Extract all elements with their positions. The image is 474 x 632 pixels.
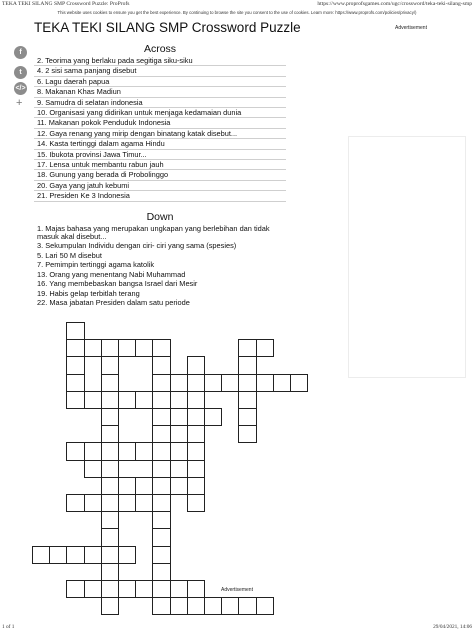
crossword-cell[interactable]: [101, 442, 119, 460]
crossword-cell[interactable]: [66, 356, 84, 374]
print-header-title: TEKA TEKI SILANG SMP Crossword Puzzle: ProProfs: [2, 1, 130, 7]
crossword-cell[interactable]: [170, 408, 188, 426]
crossword-cell[interactable]: [256, 339, 274, 357]
across-clue-list: [34, 56, 286, 202]
crossword-cell[interactable]: [118, 442, 136, 460]
crossword-cell[interactable]: [152, 580, 170, 598]
ad-label-bottom: Advertisement: [221, 587, 253, 593]
crossword-cell[interactable]: [256, 597, 274, 615]
crossword-cell[interactable]: [84, 546, 102, 564]
crossword-cell[interactable]: [101, 477, 119, 495]
embed-share-icon[interactable]: </>: [14, 82, 27, 95]
print-header-url: https://www.proprofsgames.com/ugc/crossword/teka-teki-silang-smp: [317, 1, 472, 7]
crossword-cell[interactable]: [118, 546, 136, 564]
twitter-share-icon[interactable]: t: [14, 66, 27, 79]
across-clue[interactable]: 8. Makanan Khas Madiun: [34, 87, 286, 97]
crossword-cell[interactable]: [238, 339, 256, 357]
crossword-cell[interactable]: [152, 391, 170, 409]
crossword-cell[interactable]: [101, 494, 119, 512]
crossword-cell[interactable]: [152, 494, 170, 512]
crossword-cell[interactable]: [152, 356, 170, 374]
down-clue[interactable]: 16. Yang membebaskan bangsa Israel dari Mesir: [37, 279, 198, 289]
crossword-cell[interactable]: [170, 580, 188, 598]
crossword-cell[interactable]: [118, 391, 136, 409]
across-clue[interactable]: 17. Lensa untuk membantu rabun jauh: [34, 160, 286, 170]
down-heading: Down: [146, 211, 174, 223]
crossword-cell[interactable]: [118, 339, 136, 357]
crossword-cell[interactable]: [101, 356, 119, 374]
crossword-cell[interactable]: [66, 580, 84, 598]
crossword-cell[interactable]: [187, 374, 205, 392]
crossword-cell[interactable]: [152, 597, 170, 615]
down-clue[interactable]: 5. Lari 50 M disebut: [37, 250, 102, 260]
crossword-cell[interactable]: [101, 563, 119, 581]
crossword-cell[interactable]: [152, 477, 170, 495]
crossword-cell[interactable]: [187, 442, 205, 460]
across-clue[interactable]: 2. Teorima yang berlaku pada segitiga siku-siku: [34, 56, 286, 66]
crossword-cell[interactable]: [135, 477, 153, 495]
crossword-cell[interactable]: [84, 460, 102, 478]
print-date: 29/04/2021, 14:06: [433, 624, 472, 630]
crossword-cell[interactable]: [238, 356, 256, 374]
crossword-cell[interactable]: [101, 597, 119, 615]
crossword-cell[interactable]: [238, 374, 256, 392]
ad-label-top: Advertisement: [395, 25, 427, 31]
crossword-cell[interactable]: [238, 391, 256, 409]
crossword-cell[interactable]: [187, 391, 205, 409]
crossword-cell[interactable]: [101, 528, 119, 546]
crossword-cell[interactable]: [135, 391, 153, 409]
crossword-cell[interactable]: [101, 511, 119, 529]
crossword-cell[interactable]: [170, 374, 188, 392]
crossword-cell[interactable]: [49, 546, 67, 564]
crossword-cell[interactable]: [187, 460, 205, 478]
crossword-cell[interactable]: [84, 339, 102, 357]
crossword-cell[interactable]: [101, 408, 119, 426]
facebook-share-icon[interactable]: f: [14, 46, 27, 59]
page-count: 1 of 1: [2, 624, 15, 630]
cookie-notice: This website uses cookies to ensure you get the best experience. By continuing to browse the site you consent to the use of cookies. Learn more: https://www.proprofs.com/policies/privacy/): [57, 10, 417, 15]
crossword-cell[interactable]: [221, 597, 239, 615]
down-clue-list: [34, 224, 286, 307]
down-clue[interactable]: 19. Habis gelap terbitlah terang: [37, 288, 140, 298]
down-clue[interactable]: 1. Majas bahasa yang merupakan ungkapan yang berlebihan dan tidak masuk akal disebut...: [37, 224, 270, 241]
crossword-cell[interactable]: [187, 408, 205, 426]
crossword-cell[interactable]: [238, 408, 256, 426]
across-clue[interactable]: 21. Presiden Ke 3 Indonesia: [34, 191, 286, 201]
crossword-cell[interactable]: [66, 546, 84, 564]
crossword-cell[interactable]: [66, 442, 84, 460]
crossword-cell[interactable]: [118, 580, 136, 598]
crossword-cell[interactable]: [170, 442, 188, 460]
crossword-cell[interactable]: [101, 339, 119, 357]
crossword-cell[interactable]: [135, 580, 153, 598]
down-clue[interactable]: 13. Orang yang menentang Nabi Muhammad: [37, 269, 186, 279]
crossword-cell[interactable]: [101, 546, 119, 564]
print-footer: [0, 624, 474, 632]
crossword-cell[interactable]: [101, 425, 119, 443]
page-title: TEKA TEKI SILANG SMP Crossword Puzzle: [34, 20, 301, 35]
crossword-cell[interactable]: [66, 339, 84, 357]
across-clue[interactable]: 15. Ibukota provinsi Jawa Timur...: [34, 150, 286, 160]
crossword-cell[interactable]: [170, 477, 188, 495]
crossword-cell[interactable]: [204, 408, 222, 426]
crossword-cell[interactable]: [101, 580, 119, 598]
crossword-cell[interactable]: [187, 580, 205, 598]
crossword-cell[interactable]: [101, 391, 119, 409]
ad-slot-right[interactable]: [348, 136, 466, 378]
crossword-cell[interactable]: [66, 494, 84, 512]
crossword-cell[interactable]: [187, 494, 205, 512]
crossword-cell[interactable]: [152, 425, 170, 443]
crossword-cell[interactable]: [152, 339, 170, 357]
crossword-cell[interactable]: [238, 597, 256, 615]
crossword-cell[interactable]: [152, 442, 170, 460]
crossword-cell[interactable]: [84, 580, 102, 598]
crossword-cell[interactable]: [187, 597, 205, 615]
crossword-cell[interactable]: [135, 494, 153, 512]
crossword-cell[interactable]: [152, 546, 170, 564]
crossword-cell[interactable]: [221, 374, 239, 392]
across-clue[interactable]: 4. 2 sisi sama panjang disebut: [34, 66, 286, 76]
down-clue[interactable]: 22. Masa jabatan Presiden dalam satu periode: [37, 298, 190, 308]
more-share-icon[interactable]: +: [16, 97, 23, 109]
crossword-cell[interactable]: [256, 374, 274, 392]
down-clue[interactable]: 3. Sekumpulan Individu dengan ciri- ciri yang sama (spesies): [37, 241, 237, 251]
crossword-cell[interactable]: [66, 391, 84, 409]
crossword-cell[interactable]: [152, 460, 170, 478]
crossword-cell[interactable]: [170, 597, 188, 615]
crossword-cell[interactable]: [101, 460, 119, 478]
crossword-cell[interactable]: [66, 322, 84, 340]
crossword-cell[interactable]: [187, 356, 205, 374]
crossword-cell[interactable]: [204, 597, 222, 615]
crossword-cell[interactable]: [84, 391, 102, 409]
crossword-cell[interactable]: [290, 374, 308, 392]
across-heading: Across: [143, 43, 177, 55]
crossword-cell[interactable]: [118, 494, 136, 512]
crossword-cell[interactable]: [187, 425, 205, 443]
across-clue[interactable]: 18. Gunung yang berada di Probolinggo: [34, 170, 286, 180]
across-clue[interactable]: 14. Kasta tertinggi dalam agama Hindu: [34, 139, 286, 149]
crossword-cell[interactable]: [152, 408, 170, 426]
across-clue[interactable]: 9. Samudra di selatan indonesia: [34, 98, 286, 108]
crossword-cell[interactable]: [152, 374, 170, 392]
crossword-cell[interactable]: [152, 563, 170, 581]
crossword-cell[interactable]: [84, 494, 102, 512]
crossword-cell[interactable]: [84, 442, 102, 460]
crossword-cell[interactable]: [204, 374, 222, 392]
crossword-cell[interactable]: [273, 374, 291, 392]
crossword-cell[interactable]: [101, 374, 119, 392]
across-clue[interactable]: 11. Makanan pokok Penduduk Indonesia: [34, 118, 286, 128]
crossword-cell[interactable]: [238, 425, 256, 443]
across-clue[interactable]: 10. Organisasi yang didirikan untuk menjaga kedamaian dunia: [34, 108, 286, 118]
crossword-cell[interactable]: [135, 442, 153, 460]
crossword-cell[interactable]: [152, 511, 170, 529]
crossword-cell[interactable]: [135, 339, 153, 357]
crossword-cell[interactable]: [66, 374, 84, 392]
across-clue[interactable]: 6. Lagu daerah papua: [34, 77, 286, 87]
across-clue[interactable]: 20. Gaya yang jatuh kebumi: [34, 181, 286, 191]
crossword-cell[interactable]: [32, 546, 50, 564]
crossword-cell[interactable]: [187, 477, 205, 495]
print-header: [0, 0, 474, 9]
across-clue[interactable]: 12. Gaya renang yang mirip dengan binatang katak disebut...: [34, 129, 286, 139]
crossword-cell[interactable]: [118, 477, 136, 495]
down-clue[interactable]: 7. Pemimpin tertinggi agama katolik: [37, 260, 155, 270]
crossword-cell[interactable]: [152, 528, 170, 546]
